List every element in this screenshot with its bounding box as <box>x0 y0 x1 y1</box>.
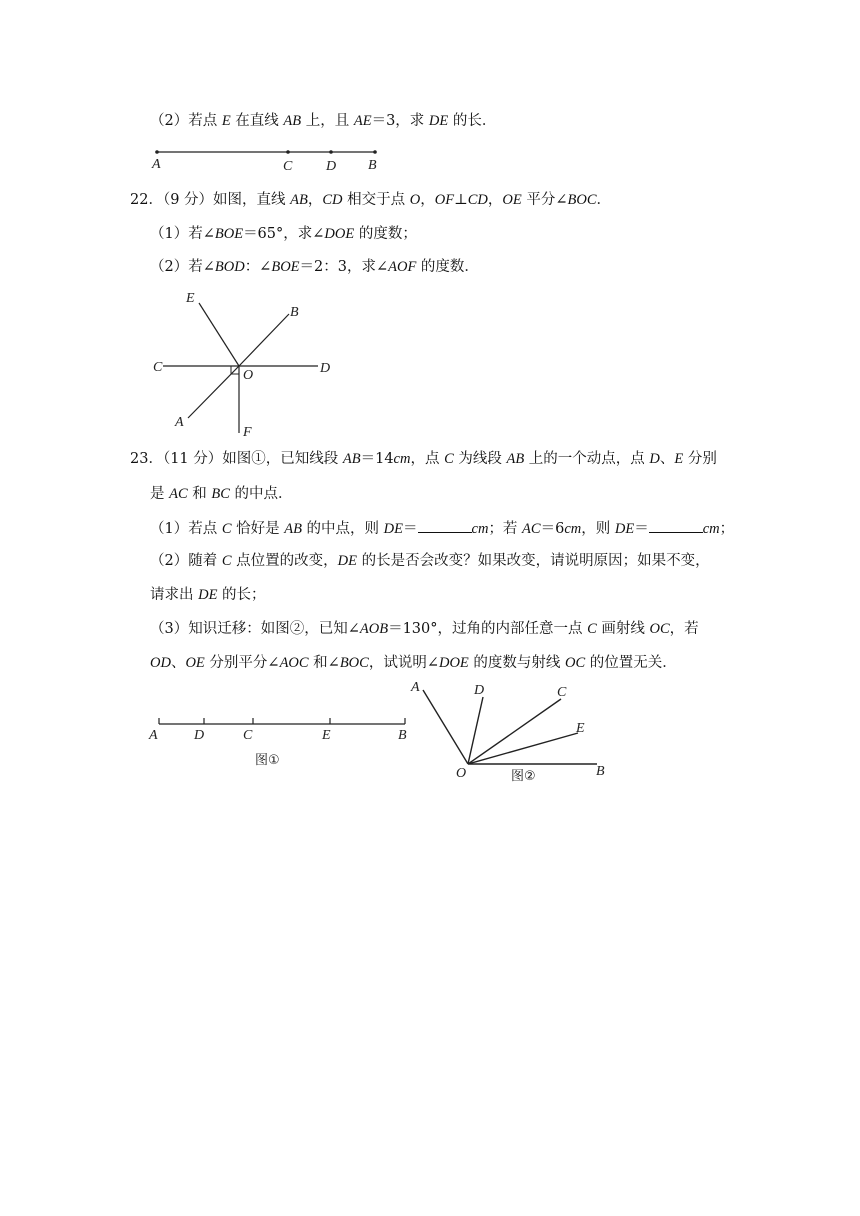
q23-part1: （1）若点 C 恰好是 AB 的中点，则 DE＝ cm；若 AC＝6cm，则 DE＝ cm； <box>150 518 734 539</box>
q23-stem-line1: 23．（11 分）如图①，已知线段 AB＝14cm，点 C 为线段 AB 上的一个动点，点 D、E 分别 <box>130 451 717 467</box>
ray-oe <box>468 733 578 764</box>
label-f: F <box>243 425 252 440</box>
label-c: C <box>557 685 567 700</box>
q22-part2: （2）若∠BOD：∠BOE＝2：3，求∠AOF 的度数． <box>150 259 479 275</box>
q23-stem-line2: 是 AC 和 BC 的中点． <box>150 486 293 502</box>
figure-2-caption: 图② <box>511 769 536 784</box>
label-c: C <box>283 159 293 174</box>
label-b: B <box>290 305 299 320</box>
label-d: D <box>320 361 331 376</box>
label-e: E <box>322 728 331 743</box>
label-d: D <box>326 159 337 174</box>
label-a: A <box>152 157 161 172</box>
ray-od <box>468 697 483 764</box>
ray-oc <box>468 699 561 764</box>
label-d: D <box>474 683 485 698</box>
label-e: E <box>186 291 195 306</box>
label-o: O <box>456 766 467 781</box>
label-c: C <box>243 728 253 743</box>
q23-part3-line1: （3）知识迁移：如图②，已知∠AOB＝130°，过角的内部任意一点 C 画射线 OC，若 <box>150 621 699 637</box>
q23-part2-line1: （2）随着 C 点位置的改变，DE 的长是否会改变？如果改变，请说明原因；如果不变， <box>150 553 710 569</box>
label-e: E <box>576 721 585 736</box>
label-a: A <box>411 680 420 695</box>
q23-part3-line2: OD、OE 分别平分∠AOC 和∠BOC，试说明∠DOE 的度数与射线 OC 的位置无关． <box>150 655 677 671</box>
label-a: A <box>149 728 158 743</box>
label-b: B <box>398 728 407 743</box>
label-c: C <box>153 360 163 375</box>
label-o: O <box>243 368 254 383</box>
q22-stem: 22．（9 分）如图，直线 AB，CD 相交于点 O，OF⊥CD，OE 平分∠BOC． <box>130 192 611 208</box>
label-b: B <box>596 764 605 779</box>
q21-part2: （2）若点 E 在直线 AB 上，且 AE＝3，求 DE 的长． <box>150 113 497 129</box>
label-a: A <box>175 415 184 430</box>
label-d: D <box>194 728 205 743</box>
label-b: B <box>368 158 377 173</box>
ray-oa <box>423 690 468 764</box>
q23-part2-line2: 请求出 DE 的长； <box>150 587 266 603</box>
q22-part1: （1）若∠BOE＝65°，求∠DOE 的度数； <box>150 226 417 242</box>
figure-1-caption: 图① <box>255 753 280 768</box>
